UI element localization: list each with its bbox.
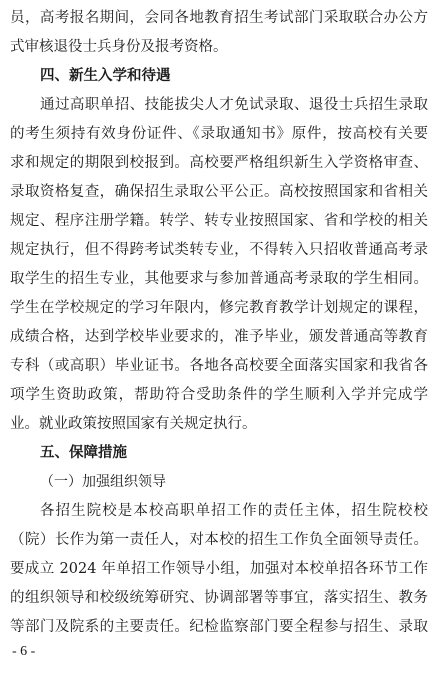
text-line: 取学生的招生专业，其他要求与参加普通高考录取的学生相同。	[10, 271, 428, 287]
paragraph-first-line: 各招生院校是本校高职单招工作的责任主体，招生院校校	[40, 503, 428, 519]
text-line: 要成立 2024 年单招工作领导小组，加强对本校单招各环节工作	[10, 561, 428, 577]
text-line: 员，高考报名期间，会同各地教育招生考试部门采取联合办公方	[10, 10, 428, 26]
text-line: 项学生资助政策，帮助符合受助条件的学生顺利入学并完成学	[10, 387, 428, 403]
text-line: 的组织领导和校级统筹研究、协调部署等事宜，落实招生、教务	[10, 590, 428, 606]
text-line: 录取资格复查，确保招生录取公平公正。高校按照国家和省相关	[10, 184, 428, 200]
text-line: 式审核退役士兵身份及报考资格。	[10, 39, 228, 55]
text-line: 业。就业政策按照国家有关规定执行。	[10, 416, 257, 432]
text-line: 专科（或高职）毕业证书。各地各高校要全面落实国家和我省各	[10, 358, 428, 374]
subsection-heading: （一）加强组织领导	[40, 474, 166, 490]
section-heading: 四、新生入学和待遇	[40, 68, 171, 84]
page-number: - 6 -	[12, 644, 36, 659]
text-line: 等部门及院系的主要责任。纪检监察部门要全程参与招生、录取	[10, 619, 428, 635]
text-line: 求和规定的期限到校报到。高校要严格组织新生入学资格审查、	[10, 155, 428, 171]
text-line: 成绩合格，达到学校毕业要求的，准予毕业，颁发普通高等教育	[10, 329, 428, 345]
text-line: 规定执行，但不得跨考试类转专业，不得转入只招收普通高考录	[10, 242, 428, 258]
text-line: 的考生须持有效身份证件、《录取通知书》原件，按高校有关要	[10, 126, 428, 142]
text-line: （院）长作为第一责任人，对本校的招生工作负全面领导责任。	[10, 532, 428, 548]
text-line: 规定、程序注册学籍。转学、转专业按照国家、省和学校的相关	[10, 213, 428, 229]
paragraph-first-line: 通过高职单招、技能拔尖人才免试录取、退役士兵招生录取	[40, 97, 428, 113]
text-line: 学生在学校规定的学习年限内，修完教育教学计划规定的课程，	[10, 300, 428, 316]
section-heading: 五、保障措施	[40, 445, 127, 461]
